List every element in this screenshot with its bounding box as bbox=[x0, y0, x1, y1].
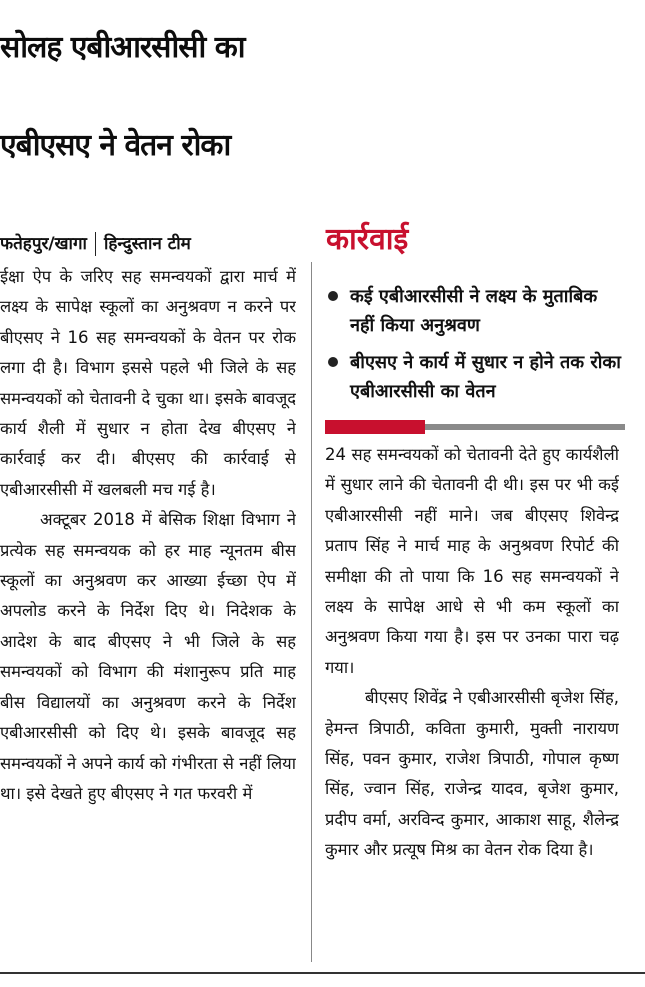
highlight-item bbox=[326, 348, 626, 406]
bullet-icon bbox=[328, 291, 338, 301]
byline-team: हिन्दुस्तान टीम bbox=[103, 234, 191, 254]
headline-line-1: सोलह एबीआरसीसी का bbox=[0, 30, 245, 65]
highlights-list bbox=[326, 282, 626, 414]
article-body-right bbox=[325, 440, 619, 960]
highlight-text: कई एबीआरसीसी ने लक्ष्य के मुताबिक नहीं किया अनुश्रवण bbox=[350, 286, 598, 336]
highlight-text: बीएसए ने कार्य में सुधार न होने तक रोका एबीआरसीसी का वेतन bbox=[350, 352, 621, 402]
byline-place: फतेहपुर/खागा bbox=[0, 234, 87, 254]
body-paragraph: बीएसए शिवेंद्र ने एबीआरसीसी बृजेश सिंह, हेमन्त त्रिपाठी, कविता कुमारी, मुक्ती नारायण सिंह, पवन कुमार, राजेश त्रिपाठी, गोपाल कृष्ण सिंह, ज्वान सिंह, राजेन्द्र यादव, बृजेश कुमार, प्रदीप वर्मा, अरविन्द कुमार, आकाश साहू, शैलेन्द्र कुमार और प्रत्यूष मिश्र का वेतन रोक दिया है। bbox=[325, 688, 619, 860]
divider-bar bbox=[425, 424, 625, 430]
byline bbox=[0, 224, 300, 264]
body-paragraph: ईक्षा ऐप के जरिए सह समन्वयकों द्वारा मार्च में लक्ष्य के सापेक्ष स्कूलों का अनुश्रवण न करने पर बीएसए ने 16 सह समन्वयकों के वेतन पर रोक लगा दी है। विभाग इससे पहले भी जिले के सह समन्वयकों को चेतावनी दे चुका था। इसके बावजूद कार्य शैली में सुधार न होता देख बीएसए ने कार्रवाई कर दी। बीएसए की कार्रवाई से एबीआरसीसी में खलबली मच गई है। bbox=[0, 267, 296, 499]
bullet-icon bbox=[328, 357, 338, 367]
page-bottom-rule bbox=[0, 972, 645, 974]
accent-bar bbox=[325, 420, 425, 434]
article-body-left bbox=[0, 262, 296, 958]
highlight-item bbox=[326, 282, 626, 340]
body-paragraph: अक्टूबर 2018 में बेसिक शिक्षा विभाग ने प्रत्येक सह समन्वयक को हर माह न्यूनतम बीस स्कूलों का अनुश्रवण कर आख्या ईच्छा ऐप में अपलोड करने के निर्देश दिए थे। निदेशक के आदेश के बाद बीएसए ने भी जिले के सह समन्वयकों को विभाग की मंशानुरूप प्रति माह बीस विद्यालयों का अनुश्रवण करने के निर्देश एबीआरसीसी को दिए थे। इसके बावजूद सह समन्वयकों ने अपने कार्य को गंभीरता से नहीं लिया था। इसे देखते हुए बीएसए ने गत फरवरी में bbox=[0, 510, 296, 803]
headline-line-2: एबीएसए ने वेतन रोका bbox=[0, 128, 231, 163]
body-paragraph: 24 सह समन्वयकों को चेतावनी देते हुए कार्यशैली में सुधार लाने की चेतावनी दी थी। इस पर भी कई एबीआरसीसी नहीं माने। जब बीएसए शिवेन्द्र प्रताप सिंह ने मार्च माह के अनुश्रवण रिपोर्ट की समीक्षा की तो पाया कि 16 सह समन्वयकों ने लक्ष्य के सापेक्ष आधे से भी कम स्कूलों का अनुश्रवण किया गया है। इस पर उनका पारा चढ़ गया। bbox=[325, 445, 619, 677]
column-divider bbox=[311, 262, 312, 962]
section-tag: कार्रवाई bbox=[326, 222, 409, 257]
byline-separator bbox=[95, 232, 96, 256]
